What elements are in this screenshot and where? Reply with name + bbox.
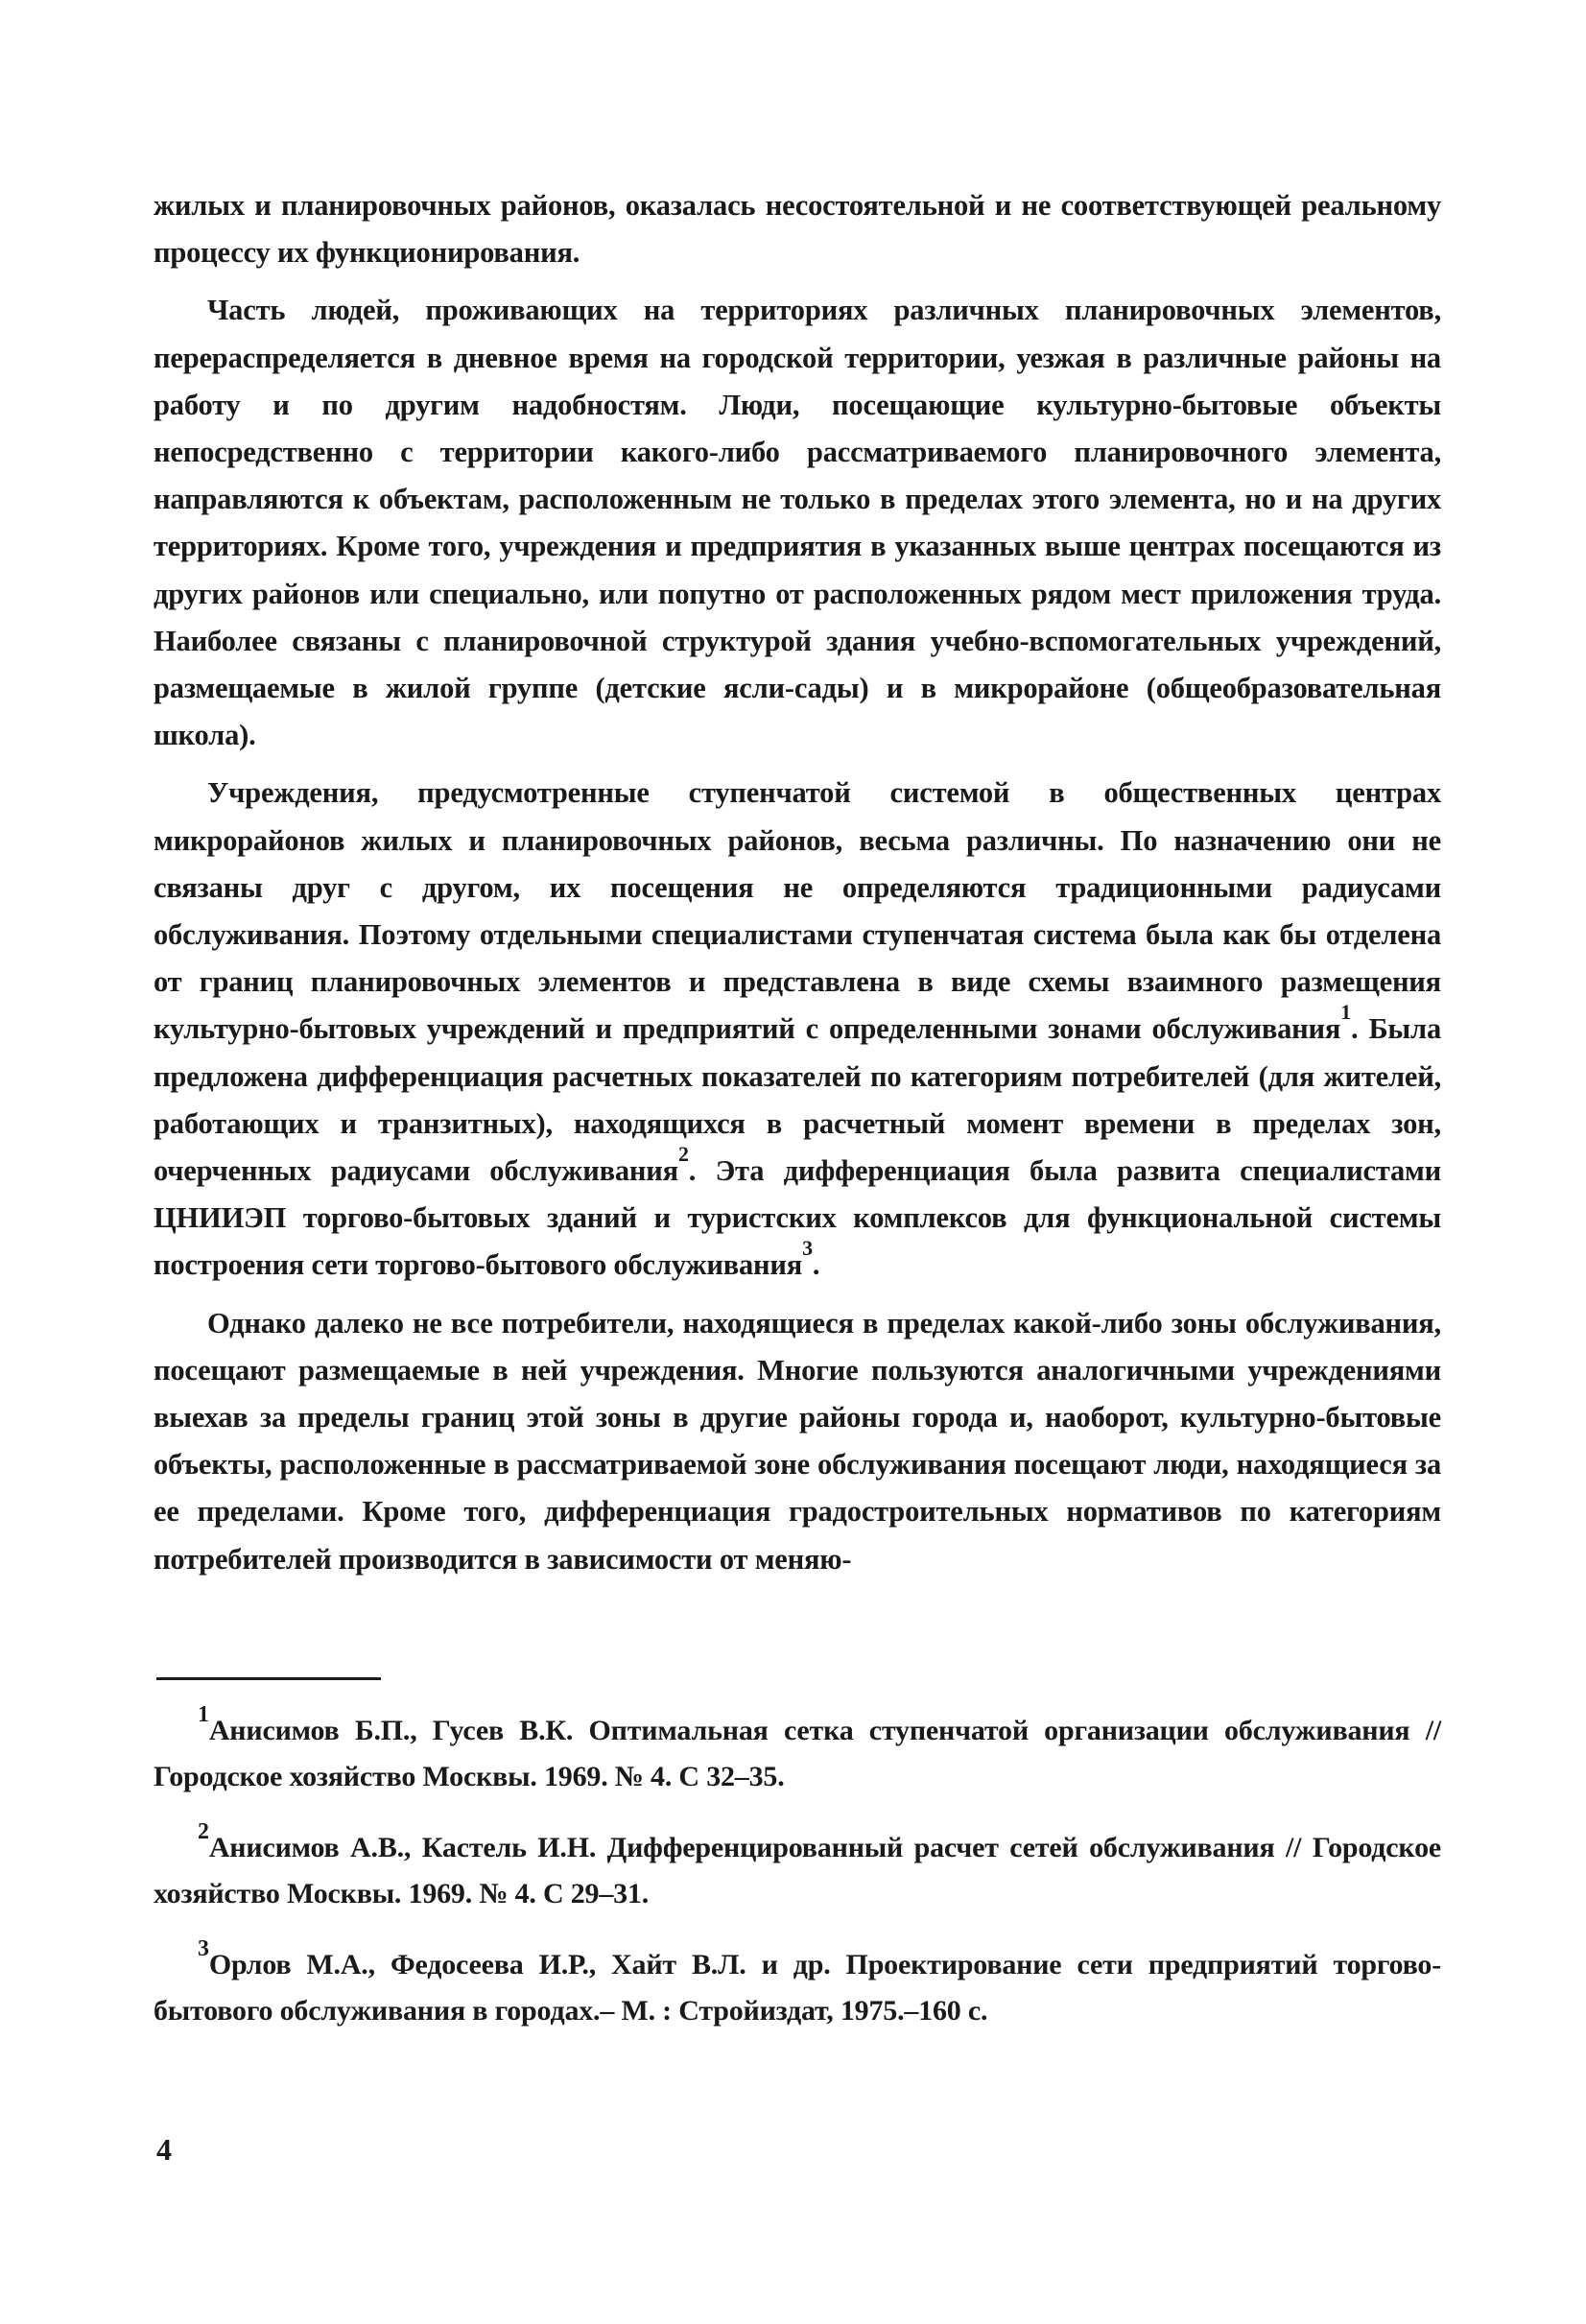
footnote-ref-1[interactable]: 1 <box>1340 1000 1352 1025</box>
paragraph-2: Часть людей, проживающих на территориях различных планировочных элементов, перераспределяется в дневное время на городской территории, уезжая в различные районы на работу и по другим надобностям. Люди, посещающие культурно-бытовые объекты непосредственно с территории какого-либо рассматриваемого планировочного элемента, направляются к объектам, расположенным не только в пределах этого элемента, но и на других территориях. Кроме того, учреждения и предприятия в указанных выше центрах посещаются из других районов или специально, или попутно от расположенных рядом мест приложения труда. Наиболее связаны с планировочной структурой здания учебно-вспомогательных учреждений, размещаемые в жилой группе (детские ясли-сады) и в микрорайоне (общеобразовательная школа). <box>154 294 1441 752</box>
paragraph-1: жилых и планировочных районов, оказалась несостоятельной и не соответствующей реальному процессу их функционирования. <box>154 189 1441 270</box>
footnote-text-2: Анисимов А.В., Кастель И.Н. Дифференцированный расчет сетей обслуживания // Городское хозяйство Москвы. 1969. № 4. С 29–31. <box>154 1832 1441 1909</box>
footnote-text-3: Орлов М.А., Федосеева И.Р., Хайт В.Л. и др. Проектирование сети предприятий торгово-бытового обслуживания в городах.– М. : Стройиздат, 1975.–160 с. <box>154 1949 1441 2027</box>
footnote-marker-3: 3 <box>198 1935 209 1961</box>
footnote-2 <box>154 1818 1441 1917</box>
paragraph-3-part-3: . Эта дифференциация была развита специалистами ЦНИИЭП торгово-бытовых зданий и туристских комплексов для функциональной системы построения сети торгово-бытового обслуживания <box>154 1154 1441 1282</box>
footnote-3 <box>154 1935 1441 2034</box>
footnote-marker-2: 2 <box>198 1818 209 1844</box>
paragraph-3-part-1: Учреждения, предусмотренные ступенчатой системой в общественных центрах микрорайонов жилых и планировочных районов, весьма различны. По назначению они не связаны друг с другом, их посещения не определяются традиционными радиусами обслуживания. Поэтому отдельными специалистами ступенчатая система была как бы отделена от границ планировочных элементов и представлена в виде схемы взаимного размещения культурно-бытовых учреждений и предприятий с определенными зонами обслуживания <box>154 776 1441 1046</box>
footnote-marker-1: 1 <box>198 1701 209 1727</box>
footnote-ref-3[interactable]: 3 <box>802 1236 813 1261</box>
footnotes <box>154 1701 1441 2059</box>
footnote-text-1: Анисимов Б.П., Гусев В.К. Оптимальная сетка ступенчатой организации обслуживания // Городское хозяйство Москвы. 1969. № 4. С 32–35. <box>154 1715 1441 1792</box>
paragraph-3-part-4: . <box>812 1248 820 1282</box>
paragraph-4: Однако далеко не все потребители, находящиеся в пределах какой-либо зоны обслуживания, посещают размещаемые в ней учреждения. Многие пользуются аналогичными учреждениями выехав за пределы границ этой зоны в другие районы города и, наоборот, культурно-бытовые объекты, расположенные в рассматриваемой зоне обслуживания посещают люди, находящиеся за ее пределами. Кроме того, дифференциация градостроительных нормативов по категориям потребителей производится в зависимости от меняю- <box>154 1306 1441 1576</box>
paragraph-3 <box>154 770 1441 1289</box>
footnote-1 <box>154 1701 1441 1800</box>
footnote-separator <box>156 1677 381 1680</box>
paragraph-3-part-2: . Была предложена дифференциация расчетных показателей по категориям потребителей (для жителей, работающих и транзитных), находящихся в расчетный момент времени в пределах зон, очерченных радиусами обслуживания <box>154 1012 1442 1188</box>
main-text <box>154 182 1441 1594</box>
footnote-ref-2[interactable]: 2 <box>677 1142 689 1167</box>
page-number: 4 <box>156 2132 172 2167</box>
